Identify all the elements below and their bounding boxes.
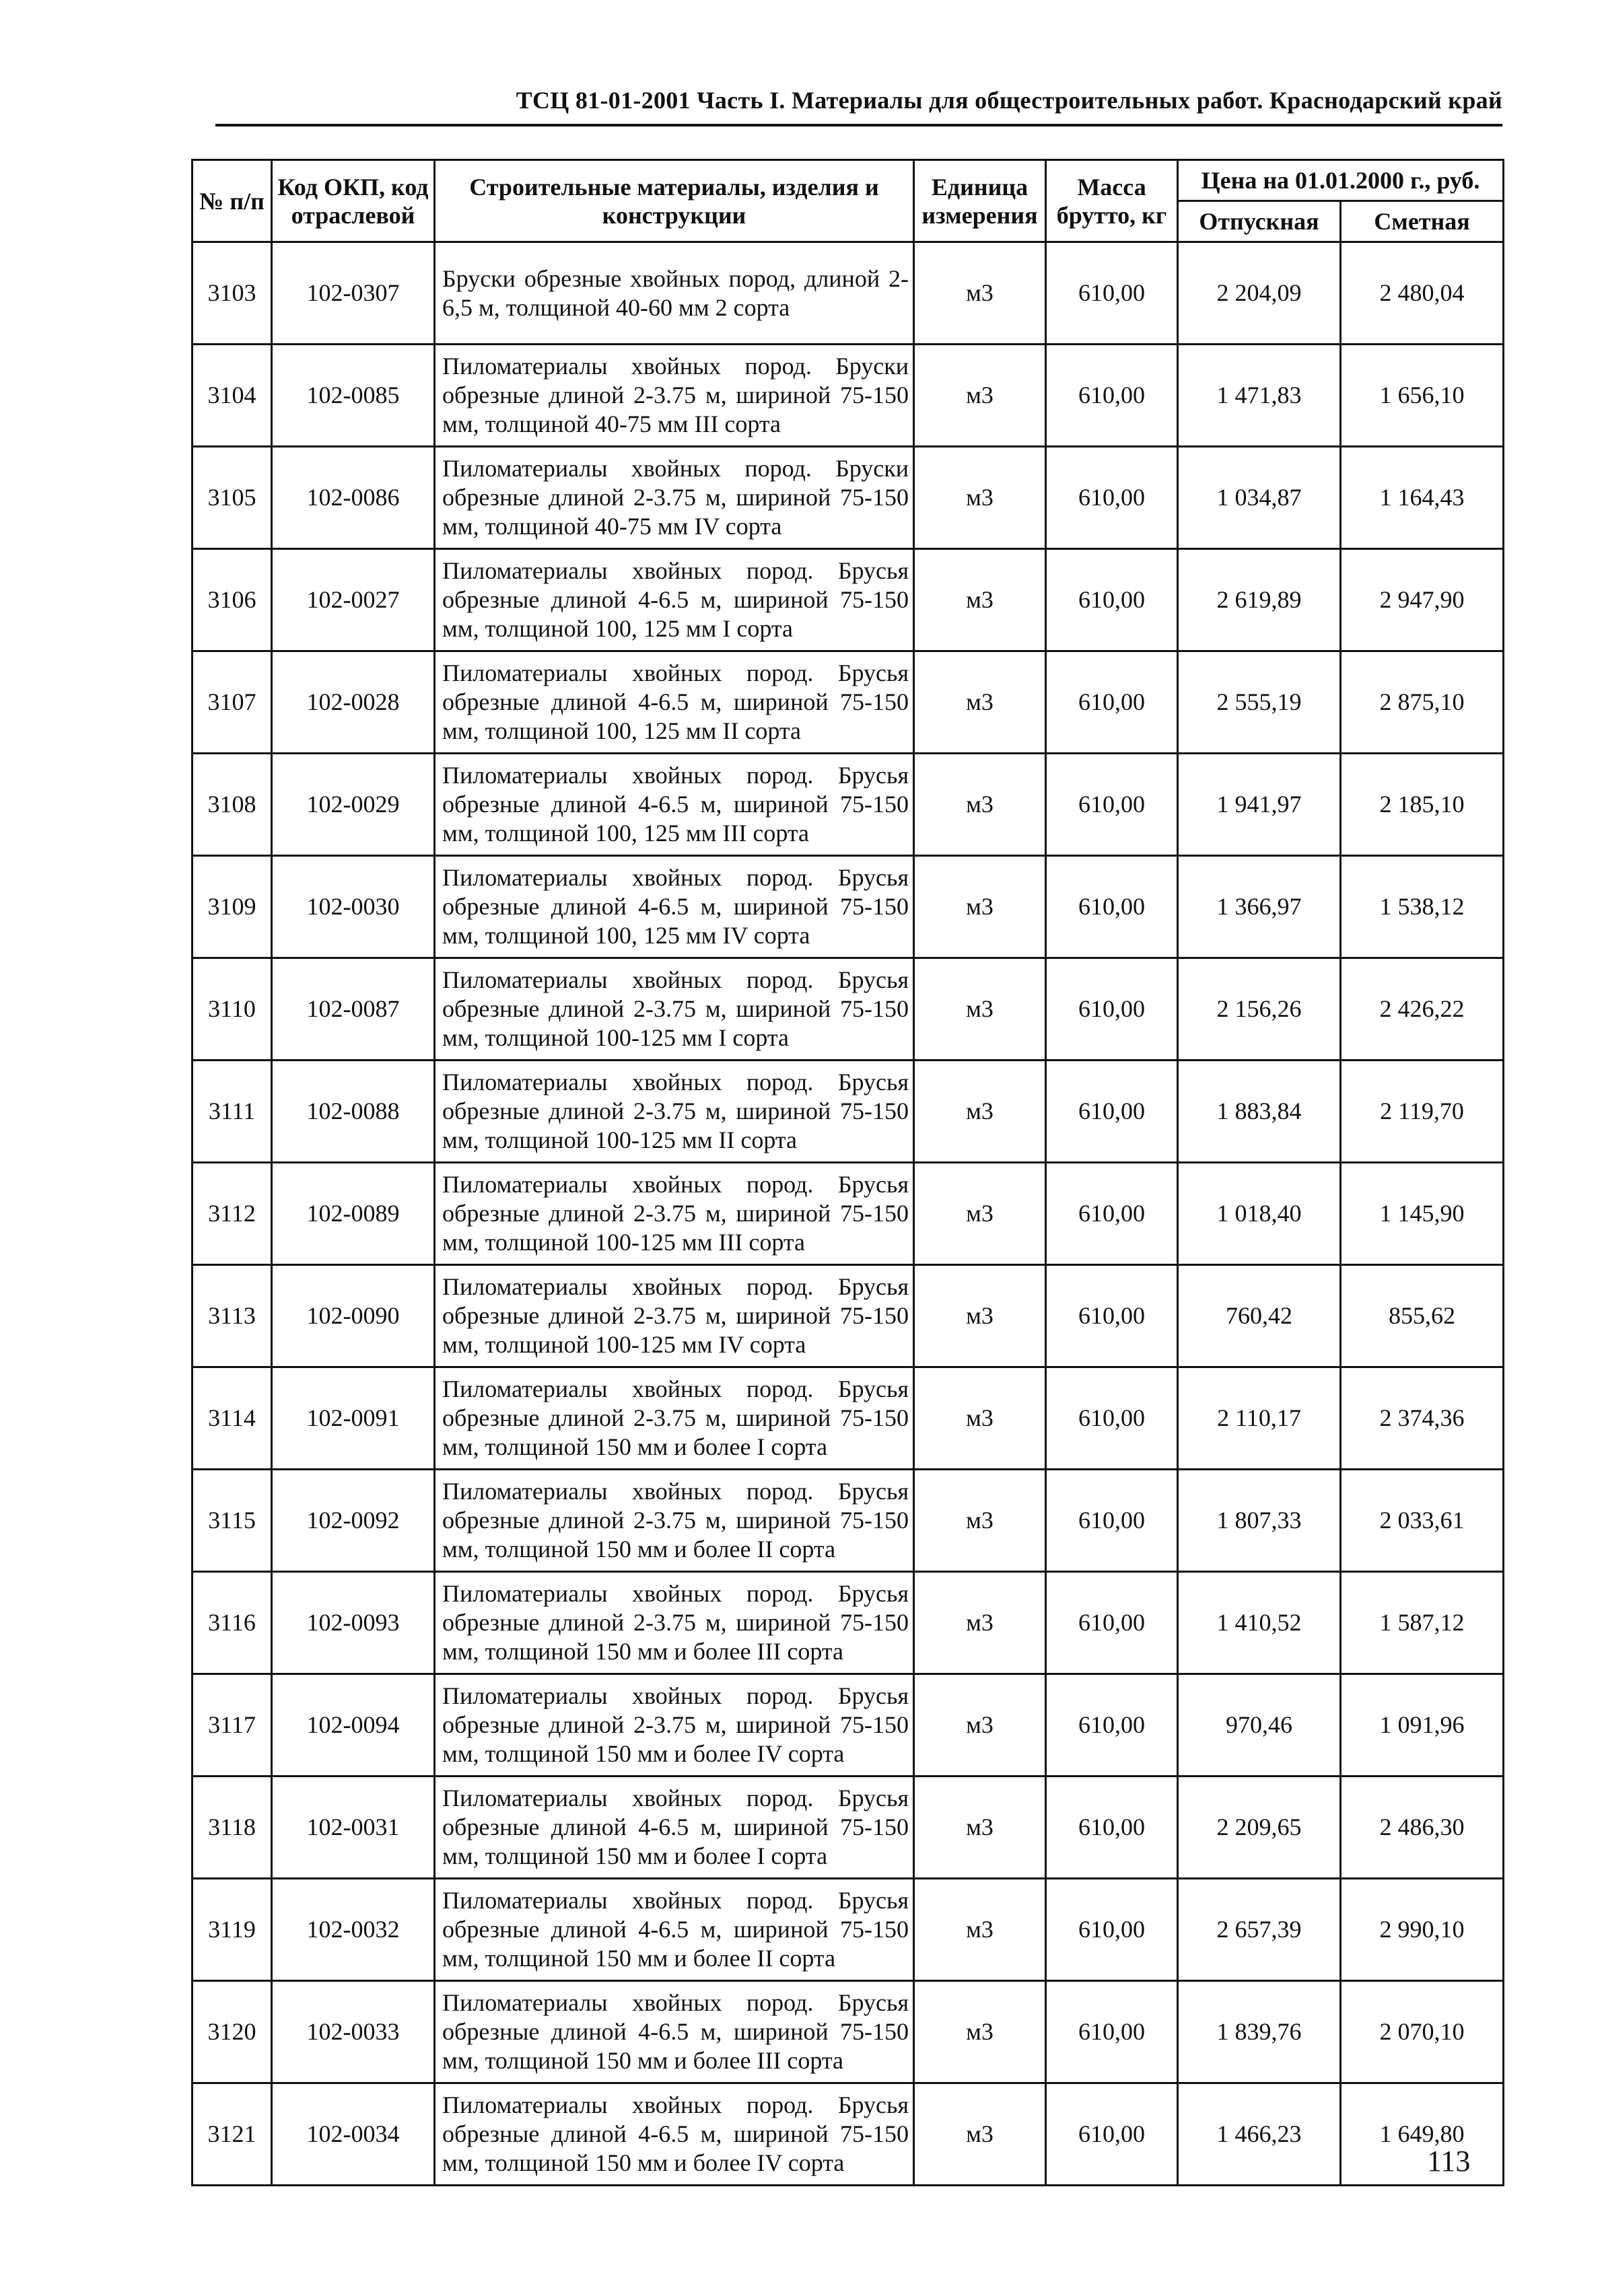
- cell-code: 102-0030: [272, 856, 435, 958]
- table-row: [193, 549, 1504, 651]
- cell-code: 102-0307: [272, 242, 435, 345]
- cell-num: 3114: [193, 1367, 272, 1470]
- cell-num: 3110: [193, 958, 272, 1061]
- table-row: [193, 345, 1504, 447]
- cell-price-estimate: 1 164,43: [1341, 447, 1504, 549]
- cell-price-release: 2 204,09: [1178, 242, 1341, 345]
- cell-price-release: 1 807,33: [1178, 1470, 1341, 1572]
- cell-unit: м3: [914, 1879, 1046, 1981]
- cell-price-estimate: 2 119,70: [1341, 1061, 1504, 1163]
- cell-name: Пиломатериалы хвойных пород. Брусья обрезные длиной 2-3.75 м, шириной 75-150 мм, толщиной 150 мм и более IV сорта: [435, 1674, 914, 1777]
- cell-mass: 610,00: [1046, 447, 1178, 549]
- table-row: [193, 242, 1504, 345]
- cell-name: Пиломатериалы хвойных пород. Брусья обрезные длиной 4-6.5 м, шириной 75-150 мм, толщиной 100, 125 мм I сорта: [435, 549, 914, 651]
- page-number: 113: [1427, 2145, 1471, 2178]
- cell-code: 102-0094: [272, 1674, 435, 1777]
- cell-mass: 610,00: [1046, 1367, 1178, 1470]
- table-row: [193, 1061, 1504, 1163]
- cell-price-release: 1 471,83: [1178, 345, 1341, 447]
- header-name: Строительные материалы, изделия и конструкции: [435, 160, 914, 242]
- cell-name: Пиломатериалы хвойных пород. Брусья обрезные длиной 2-3.75 м, шириной 75-150 мм, толщиной 150 мм и более III сорта: [435, 1572, 914, 1674]
- header-price-release: Отпускная: [1178, 201, 1341, 242]
- cell-code: 102-0034: [272, 2083, 435, 2186]
- cell-code: 102-0027: [272, 549, 435, 651]
- cell-unit: м3: [914, 1981, 1046, 2083]
- cell-price-estimate: 855,62: [1341, 1265, 1504, 1367]
- cell-mass: 610,00: [1046, 1674, 1178, 1777]
- cell-name: Пиломатериалы хвойных пород. Брусья обрезные длиной 4-6.5 м, шириной 75-150 мм, толщиной 150 мм и более I сорта: [435, 1777, 914, 1879]
- table-row: [193, 1470, 1504, 1572]
- cell-price-estimate: 2 947,90: [1341, 549, 1504, 651]
- table-row: [193, 1777, 1504, 1879]
- cell-name: Пиломатериалы хвойных пород. Брусья обрезные длиной 2-3.75 м, шириной 75-150 мм, толщиной 100-125 мм III сорта: [435, 1163, 914, 1265]
- cell-mass: 610,00: [1046, 1981, 1178, 2083]
- cell-unit: м3: [914, 1163, 1046, 1265]
- cell-code: 102-0089: [272, 1163, 435, 1265]
- cell-price-release: 2 619,89: [1178, 549, 1341, 651]
- cell-unit: м3: [914, 345, 1046, 447]
- cell-name: Пиломатериалы хвойных пород. Брусья обрезные длиной 4-6.5 м, шириной 75-150 мм, толщиной 150 мм и более III сорта: [435, 1981, 914, 2083]
- cell-num: 3109: [193, 856, 272, 958]
- cell-price-estimate: 1 587,12: [1341, 1572, 1504, 1674]
- cell-unit: м3: [914, 1061, 1046, 1163]
- cell-price-estimate: 2 185,10: [1341, 754, 1504, 856]
- cell-num: 3118: [193, 1777, 272, 1879]
- table-row: [193, 958, 1504, 1061]
- cell-num: 3113: [193, 1265, 272, 1367]
- cell-unit: м3: [914, 856, 1046, 958]
- cell-unit: м3: [914, 1367, 1046, 1470]
- cell-num: 3104: [193, 345, 272, 447]
- cell-unit: м3: [914, 1572, 1046, 1674]
- cell-price-release: 970,46: [1178, 1674, 1341, 1777]
- cell-name: Пиломатериалы хвойных пород. Брусья обрезные длиной 2-3.75 м, шириной 75-150 мм, толщиной 100-125 мм I сорта: [435, 958, 914, 1061]
- table-row: [193, 1674, 1504, 1777]
- cell-price-release: 1 018,40: [1178, 1163, 1341, 1265]
- cell-num: 3120: [193, 1981, 272, 2083]
- cell-code: 102-0028: [272, 651, 435, 754]
- cell-price-release: 2 555,19: [1178, 651, 1341, 754]
- cell-price-estimate: 2 486,30: [1341, 1777, 1504, 1879]
- cell-code: 102-0031: [272, 1777, 435, 1879]
- cell-name: Пиломатериалы хвойных пород. Брусья обрезные длиной 2-3.75 м, шириной 75-150 мм, толщиной 150 мм и более I сорта: [435, 1367, 914, 1470]
- table-row: [193, 1265, 1504, 1367]
- cell-price-estimate: 1 091,96: [1341, 1674, 1504, 1777]
- cell-mass: 610,00: [1046, 958, 1178, 1061]
- cell-unit: м3: [914, 2083, 1046, 2186]
- cell-price-release: 1 466,23: [1178, 2083, 1341, 2186]
- cell-name: Пиломатериалы хвойных пород. Брусья обрезные длиной 2-3.75 м, шириной 75-150 мм, толщиной 100-125 мм IV сорта: [435, 1265, 914, 1367]
- cell-unit: м3: [914, 549, 1046, 651]
- cell-price-estimate: 2 426,22: [1341, 958, 1504, 1061]
- table-row: [193, 651, 1504, 754]
- cell-name: Пиломатериалы хвойных пород. Брусья обрезные длиной 2-3.75 м, шириной 75-150 мм, толщиной 100-125 мм II сорта: [435, 1061, 914, 1163]
- cell-mass: 610,00: [1046, 549, 1178, 651]
- cell-code: 102-0085: [272, 345, 435, 447]
- cell-price-estimate: 1 656,10: [1341, 345, 1504, 447]
- cell-price-release: 2 156,26: [1178, 958, 1341, 1061]
- cell-num: 3103: [193, 242, 272, 345]
- table-row: [193, 754, 1504, 856]
- table-row: [193, 1879, 1504, 1981]
- cell-unit: м3: [914, 1674, 1046, 1777]
- header-rule: [215, 124, 1502, 127]
- cell-price-release: 1 410,52: [1178, 1572, 1341, 1674]
- cell-num: 3111: [193, 1061, 272, 1163]
- cell-price-estimate: 2 990,10: [1341, 1879, 1504, 1981]
- cell-mass: 610,00: [1046, 1061, 1178, 1163]
- header-unit: Единица измерения: [914, 160, 1046, 242]
- table-row: [193, 1367, 1504, 1470]
- cell-price-estimate: 2 070,10: [1341, 1981, 1504, 2083]
- cell-mass: 610,00: [1046, 345, 1178, 447]
- cell-price-release: 2 209,65: [1178, 1777, 1341, 1879]
- cell-mass: 610,00: [1046, 1470, 1178, 1572]
- header-code: Код ОКП, код отраслевой: [272, 160, 435, 242]
- cell-num: 3121: [193, 2083, 272, 2186]
- cell-unit: м3: [914, 651, 1046, 754]
- cell-unit: м3: [914, 1470, 1046, 1572]
- cell-code: 102-0033: [272, 1981, 435, 2083]
- header-price-group: Цена на 01.01.2000 г., руб.: [1178, 160, 1504, 201]
- cell-mass: 610,00: [1046, 242, 1178, 345]
- cell-code: 102-0086: [272, 447, 435, 549]
- cell-num: 3106: [193, 549, 272, 651]
- cell-code: 102-0093: [272, 1572, 435, 1674]
- cell-price-estimate: 1 538,12: [1341, 856, 1504, 958]
- table-row: [193, 856, 1504, 958]
- cell-name: Пиломатериалы хвойных пород. Брусья обрезные длиной 4-6.5 м, шириной 75-150 мм, толщиной 100, 125 мм II сорта: [435, 651, 914, 754]
- cell-mass: 610,00: [1046, 651, 1178, 754]
- cell-num: 3107: [193, 651, 272, 754]
- cell-unit: м3: [914, 242, 1046, 345]
- cell-mass: 610,00: [1046, 2083, 1178, 2186]
- cell-code: 102-0029: [272, 754, 435, 856]
- cell-name: Пиломатериалы хвойных пород. Брусья обрезные длиной 4-6.5 м, шириной 75-150 мм, толщиной 100, 125 мм III сорта: [435, 754, 914, 856]
- cell-name: Пиломатериалы хвойных пород. Бруски обрезные длиной 2-3.75 м, шириной 75-150 мм, толщиной 40-75 мм III сорта: [435, 345, 914, 447]
- cell-mass: 610,00: [1046, 1265, 1178, 1367]
- cell-name: Пиломатериалы хвойных пород. Брусья обрезные длиной 4-6.5 м, шириной 75-150 мм, толщиной 100, 125 мм IV сорта: [435, 856, 914, 958]
- cell-name: Пиломатериалы хвойных пород. Брусья обрезные длиной 4-6.5 м, шириной 75-150 мм, толщиной 150 мм и более IV сорта: [435, 2083, 914, 2186]
- cell-mass: 610,00: [1046, 1879, 1178, 1981]
- cell-price-estimate: 2 033,61: [1341, 1470, 1504, 1572]
- cell-price-release: 2 110,17: [1178, 1367, 1341, 1470]
- cell-num: 3112: [193, 1163, 272, 1265]
- cell-price-release: 1 034,87: [1178, 447, 1341, 549]
- cell-num: 3119: [193, 1879, 272, 1981]
- cell-num: 3108: [193, 754, 272, 856]
- cell-mass: 610,00: [1046, 1777, 1178, 1879]
- cell-num: 3115: [193, 1470, 272, 1572]
- cell-unit: м3: [914, 1265, 1046, 1367]
- table-body: [193, 242, 1504, 2186]
- cell-code: 102-0088: [272, 1061, 435, 1163]
- header-num: № п/п: [193, 160, 272, 242]
- cell-name: Пиломатериалы хвойных пород. Бруски обрезные длиной 2-3.75 м, шириной 75-150 мм, толщиной 40-75 мм IV сорта: [435, 447, 914, 549]
- cell-name: Пиломатериалы хвойных пород. Брусья обрезные длиной 2-3.75 м, шириной 75-150 мм, толщиной 150 мм и более II сорта: [435, 1470, 914, 1572]
- cell-price-release: 2 657,39: [1178, 1879, 1341, 1981]
- table-row: [193, 447, 1504, 549]
- cell-unit: м3: [914, 754, 1046, 856]
- table-row: [193, 1163, 1504, 1265]
- cell-price-release: 1 941,97: [1178, 754, 1341, 856]
- cell-price-release: 1 883,84: [1178, 1061, 1341, 1163]
- cell-num: 3116: [193, 1572, 272, 1674]
- cell-price-estimate: 1 145,90: [1341, 1163, 1504, 1265]
- cell-price-release: 760,42: [1178, 1265, 1341, 1367]
- cell-code: 102-0092: [272, 1470, 435, 1572]
- cell-mass: 610,00: [1046, 754, 1178, 856]
- cell-num: 3105: [193, 447, 272, 549]
- cell-price-estimate: 2 875,10: [1341, 651, 1504, 754]
- cell-code: 102-0032: [272, 1879, 435, 1981]
- cell-price-estimate: 2 374,36: [1341, 1367, 1504, 1470]
- cell-price-estimate: 2 480,04: [1341, 242, 1504, 345]
- cell-price-release: 1 839,76: [1178, 1981, 1341, 2083]
- cell-code: 102-0090: [272, 1265, 435, 1367]
- cell-unit: м3: [914, 958, 1046, 1061]
- cell-mass: 610,00: [1046, 856, 1178, 958]
- cell-name: Пиломатериалы хвойных пород. Брусья обрезные длиной 4-6.5 м, шириной 75-150 мм, толщиной 150 мм и более II сорта: [435, 1879, 914, 1981]
- cell-price-estimate: 1 649,80: [1341, 2083, 1504, 2186]
- header-mass: Масса брутто, кг: [1046, 160, 1178, 242]
- page-header: ТСЦ 81-01-2001 Часть I. Материалы для общестроительных работ. Краснодарский край: [516, 87, 1502, 114]
- table-row: [193, 1981, 1504, 2083]
- table-row: [193, 1572, 1504, 1674]
- table-row: [193, 2083, 1504, 2186]
- cell-unit: м3: [914, 447, 1046, 549]
- cell-name: Бруски обрезные хвойных пород, длиной 2-6,5 м, толщиной 40-60 мм 2 сорта: [435, 242, 914, 345]
- cell-mass: 610,00: [1046, 1163, 1178, 1265]
- cell-code: 102-0087: [272, 958, 435, 1061]
- header-price-estimate: Сметная: [1341, 201, 1504, 242]
- cell-mass: 610,00: [1046, 1572, 1178, 1674]
- cell-num: 3117: [193, 1674, 272, 1777]
- price-table: [191, 159, 1504, 2186]
- cell-price-release: 1 366,97: [1178, 856, 1341, 958]
- cell-unit: м3: [914, 1777, 1046, 1879]
- cell-code: 102-0091: [272, 1367, 435, 1470]
